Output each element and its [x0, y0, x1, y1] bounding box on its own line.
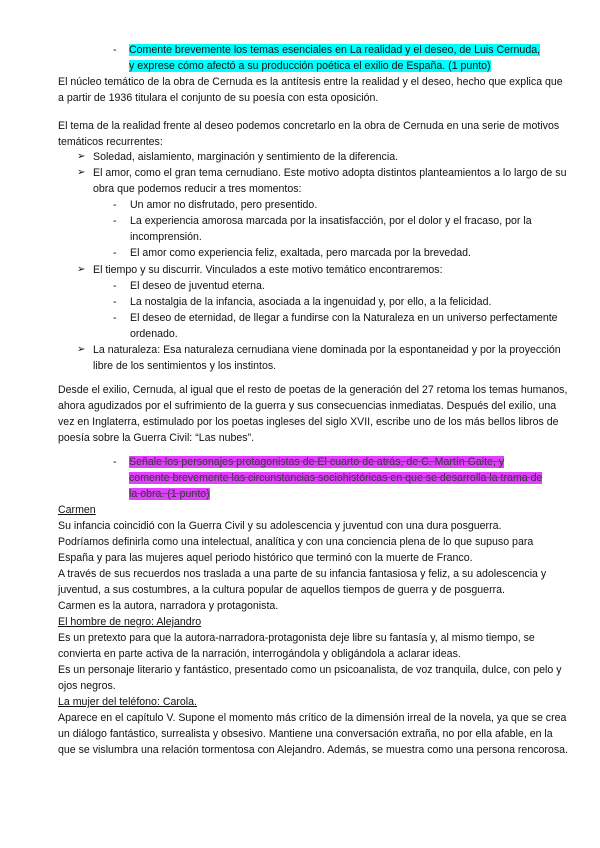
- sub-item-amor-1: - Un amor no disfrutado, pero presentido.: [113, 199, 318, 211]
- question-1: [113, 42, 563, 74]
- bullet-naturaleza: ➢ La naturaleza: Esa naturaleza cernudiana viene dominada por la espontaneidad y por la proyección libre de los sentimientos y los instintos.: [77, 344, 561, 372]
- carmen-line-1: Su infancia coincidió con la Guerra Civil y su adolescencia y juventud con una dura posguerra.: [58, 520, 502, 532]
- paragraph-exilio: Desde el exilio, Cernuda, al igual que el resto de poetas de la generación del 27 retoma los temas humanos, ahora agudizados por el sufrimiento de la guerra y sus consecuencias inmediatas. Después del exilio, una vez en Inglaterra, estimulado por los poetas ingleses del siglo XVII, escribe uno de los más bellos libros de poesía sobre la Guerra Civil: “Las nubes”.: [58, 384, 568, 444]
- hombre-line-2: Es un personaje literario y fantástico, presentado como un psicoanalista, de voz tranquila, dulce, con pelo y ojos negros.: [58, 664, 562, 692]
- heading-hombre-de-negro: El hombre de negro: Alejandro: [58, 616, 202, 628]
- bullet-amor: ➢ El amor, como el gran tema cernudiano. Este motivo adopta distintos planteamientos a lo largo de su obra que podemos reducir a tres momentos:: [77, 167, 567, 195]
- arrow-bullet-icon: ➢: [77, 167, 86, 178]
- mujer-line-1: Aparece en el capítulo V. Supone el momento más crítico de la dimensión irreal de la novela, ya que se crea un diálogo fantástico, surrealista y obsesivo. Mantiene una conversación extraña, no por ella afable, en la que se vislumbra una relación tormentosa con Alejandro. Además, se muestra como una persona rencorosa.: [58, 712, 568, 756]
- heading-mujer-del-telefono: La mujer del teléfono: Carola.: [58, 696, 197, 708]
- question-2-line-1: Señale los personajes protagonistas de El cuarto de atrás, de C. Martín Gaite, y: [129, 456, 505, 468]
- question-2-line-3: la obra. (1 punto): [129, 488, 210, 500]
- paragraph-nucleo: El núcleo temático de la obra de Cernuda es la antítesis entre la realidad y el deseo, hecho que explica que a partir de 1936 titulara el conjunto de su poesía con esta oposición.: [58, 76, 563, 104]
- sub-item-tiempo-2: - La nostalgia de la infancia, asociada a la ingenuidad y, por ello, a la felicidad.: [113, 296, 492, 308]
- carmen-line-3: A través de sus recuerdos nos traslada a una parte de su infancia fantasiosa y feliz, a su adolescencia y juventud, a sus costumbres, a la cultura popular de aquellos tiempos de guerra y de posguerra.: [58, 568, 547, 596]
- bullet-soledad: ➢ Soledad, aislamiento, marginación y sentimiento de la diferencia.: [77, 151, 399, 163]
- arrow-bullet-icon: ➢: [77, 264, 86, 275]
- bullet-tiempo: ➢ El tiempo y su discurrir. Vinculados a este motivo temático encontraremos:: [77, 264, 443, 276]
- hombre-line-1: Es un pretexto para que la autora-narradora-protagonista deje libre su fantasía y, al mismo tiempo, se convierta en parte activa de la narración, interrogándola y obligándola a aclarar ideas.: [58, 632, 535, 660]
- arrow-bullet-icon: ➢: [77, 344, 86, 355]
- heading-carmen: Carmen: [58, 504, 96, 516]
- carmen-line-4: Carmen es la autora, narradora y protagonista.: [58, 600, 279, 612]
- question-2-line-2: comente brevemente las circunstancias sociohistóricas en que se desarrolla la trama de: [129, 472, 543, 484]
- question-1-dash: -: [113, 44, 117, 56]
- question-2-dash: -: [113, 456, 117, 468]
- arrow-bullet-icon: ➢: [77, 151, 86, 162]
- sub-item-amor-2: - La experiencia amorosa marcada por la insatisfacción, por el dolor y el fracaso, por la incomprensión.: [113, 215, 532, 243]
- carmen-line-2: Podríamos definirla como una intelectual, analítica y con una conciencia plena de lo que supuso para España y para las mujeres aquel periodo histórico que terminó con la muerte de Franco.: [58, 536, 534, 564]
- question-2: [113, 454, 563, 502]
- sub-item-tiempo-3: - El deseo de eternidad, de llegar a fundirse con la Naturaleza en un universo perfectamente ordenado.: [113, 312, 558, 340]
- paragraph-motivos: El tema de la realidad frente al deseo podemos concretarlo en la obra de Cernuda en una serie de motivos temáticos recurrentes:: [58, 120, 560, 148]
- sub-item-amor-3: - El amor como experiencia feliz, exaltada, pero marcada por la brevedad.: [113, 247, 471, 259]
- question-1-line-2: y exprese cómo afectó a su producción poética el exilio de España. (1 punto): [129, 60, 491, 72]
- question-1-line-1: Comente brevemente los temas esenciales en La realidad y el deseo, de Luis Cernuda,: [129, 44, 541, 56]
- sub-item-tiempo-1: - El deseo de juventud eterna.: [113, 280, 265, 292]
